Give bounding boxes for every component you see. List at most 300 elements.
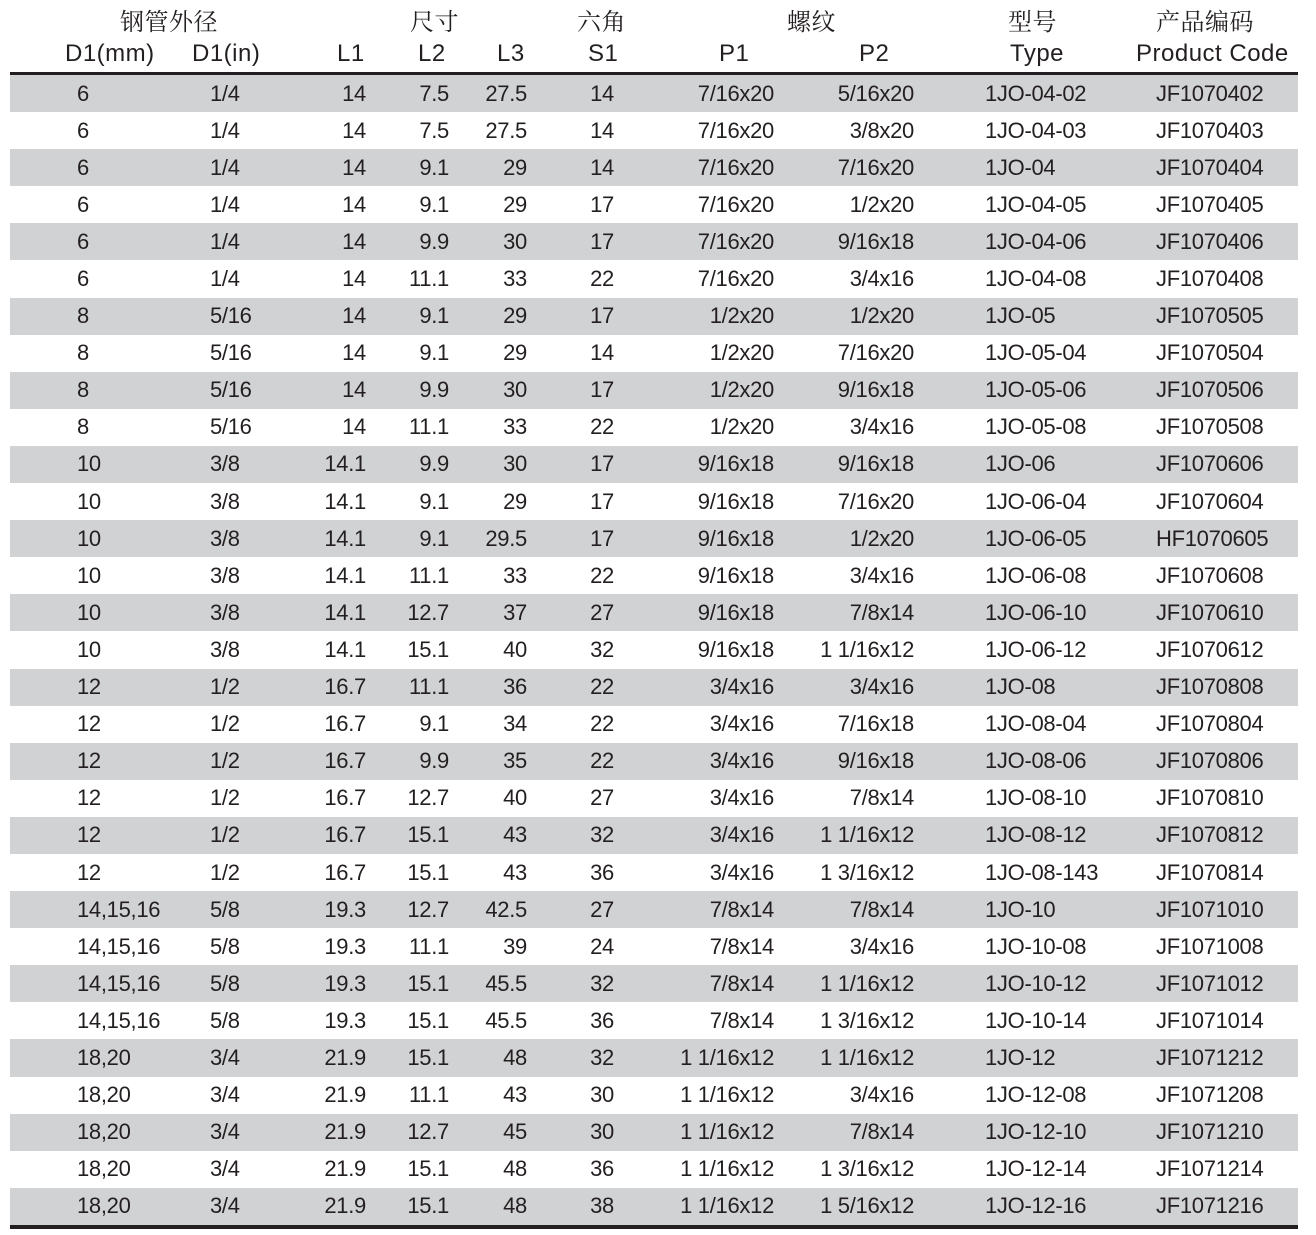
- table-row: [10, 780, 1298, 817]
- cell-s1: 22: [590, 674, 614, 700]
- cell-l2: 12.7: [407, 896, 449, 922]
- cell-d1-mm: 14,15,16: [77, 896, 161, 922]
- cell-l2: 15.1: [407, 1044, 449, 1070]
- cell-l2: 11.1: [409, 933, 449, 959]
- cell-d1-mm: 8: [77, 377, 89, 403]
- cell-l1: 14: [342, 117, 366, 143]
- cell-s1: 27: [590, 896, 614, 922]
- cell-d1-mm: 10: [77, 636, 101, 662]
- cell-d1-in: 1/2: [210, 822, 240, 848]
- cell-l2: 15.1: [407, 1156, 449, 1182]
- table-row: [10, 409, 1298, 446]
- cell-p2: 1/2x20: [849, 191, 914, 217]
- cell-product-code: JF1071212: [1156, 1044, 1264, 1070]
- cell-p1: 7/8x14: [709, 970, 774, 996]
- cell-p2: 7/16x18: [837, 711, 914, 737]
- cell-l3: 30: [503, 451, 527, 477]
- cell-product-code: JF1070508: [1156, 414, 1264, 440]
- cell-d1-mm: 6: [77, 266, 89, 292]
- cell-p2: 7/8x14: [849, 785, 914, 811]
- cell-l1: 14: [342, 228, 366, 254]
- cell-l3: 35: [503, 748, 527, 774]
- cell-d1-in: 5/16: [210, 377, 252, 403]
- cell-l3: 27.5: [485, 80, 527, 106]
- cell-l2: 9.1: [419, 340, 449, 366]
- cell-d1-mm: 12: [77, 859, 101, 885]
- cell-d1-in: 3/4: [210, 1044, 240, 1070]
- cell-l2: 15.1: [407, 822, 449, 848]
- cell-d1-mm: 14,15,16: [77, 1007, 161, 1033]
- cell-p2: 3/4x16: [849, 933, 914, 959]
- cell-l3: 43: [503, 859, 527, 885]
- cell-l2: 7.5: [419, 117, 449, 143]
- table-row: [10, 520, 1298, 557]
- cell-d1-in: 5/16: [210, 340, 252, 366]
- cell-product-code: JF1070608: [1156, 562, 1264, 588]
- col-header-p2: P2: [859, 40, 890, 67]
- cell-d1-in: 1/2: [210, 674, 240, 700]
- cell-type: 1JO-05-04: [985, 340, 1087, 366]
- cell-p2: 9/16x18: [837, 228, 914, 254]
- cell-d1-mm: 18,20: [77, 1119, 131, 1145]
- cell-type: 1JO-04-08: [985, 266, 1087, 292]
- cell-d1-in: 5/8: [210, 970, 240, 996]
- col-header-d1-in: D1(in): [192, 40, 261, 67]
- cell-l1: 19.3: [324, 933, 366, 959]
- cell-d1-in: 1/2: [210, 859, 240, 885]
- cell-l1: 21.9: [324, 1119, 366, 1145]
- cell-l2: 15.1: [407, 970, 449, 996]
- cell-l3: 30: [503, 377, 527, 403]
- footer-rule: [10, 1225, 1298, 1229]
- cell-d1-in: 3/4: [210, 1082, 240, 1108]
- cell-p1: 9/16x18: [697, 488, 774, 514]
- cell-product-code: JF1070406: [1156, 228, 1264, 254]
- table-row: [10, 706, 1298, 743]
- group-header-size: 尺寸: [410, 9, 459, 36]
- table-row: [10, 817, 1298, 854]
- cell-type: 1JO-08: [985, 674, 1056, 700]
- group-header-steel-tube-od: 钢管外径: [120, 9, 218, 36]
- cell-d1-in: 5/16: [210, 414, 252, 440]
- cell-type: 1JO-05-06: [985, 377, 1087, 403]
- cell-type: 1JO-05-08: [985, 414, 1087, 440]
- cell-d1-in: 3/4: [210, 1193, 240, 1219]
- cell-type: 1JO-06-08: [985, 562, 1087, 588]
- cell-p1: 7/16x20: [697, 228, 774, 254]
- table-row: [10, 743, 1298, 780]
- table-row: [10, 631, 1298, 668]
- table-row: [10, 186, 1298, 223]
- cell-l2: 7.5: [419, 80, 449, 106]
- cell-l1: 14: [342, 414, 366, 440]
- cell-s1: 14: [590, 340, 614, 366]
- cell-l1: 14.1: [324, 599, 366, 625]
- cell-p1: 1/2x20: [709, 340, 774, 366]
- col-header-l2: L2: [418, 40, 446, 67]
- cell-p1: 7/16x20: [697, 117, 774, 143]
- cell-l3: 29: [503, 488, 527, 514]
- table-row: [10, 1002, 1298, 1039]
- cell-type: 1JO-08-12: [985, 822, 1087, 848]
- cell-l2: 12.7: [407, 599, 449, 625]
- cell-d1-mm: 8: [77, 340, 89, 366]
- cell-s1: 36: [590, 1007, 614, 1033]
- col-header-d1-mm: D1(mm): [65, 40, 155, 67]
- col-header-product-code: Product Code: [1136, 40, 1289, 67]
- cell-s1: 22: [590, 748, 614, 774]
- cell-p2: 9/16x18: [837, 748, 914, 774]
- cell-type: 1JO-10: [985, 896, 1056, 922]
- cell-l1: 21.9: [324, 1044, 366, 1070]
- cell-l3: 37: [503, 599, 527, 625]
- cell-d1-mm: 18,20: [77, 1156, 131, 1182]
- cell-p2: 7/16x20: [837, 340, 914, 366]
- cell-p2: 3/8x20: [849, 117, 914, 143]
- cell-l3: 29: [503, 340, 527, 366]
- cell-p1: 1/2x20: [709, 303, 774, 329]
- cell-product-code: JF1070606: [1156, 451, 1264, 477]
- cell-d1-in: 1/2: [210, 785, 240, 811]
- cell-l3: 36: [503, 674, 527, 700]
- cell-p1: 7/8x14: [709, 1007, 774, 1033]
- cell-d1-mm: 8: [77, 414, 89, 440]
- cell-l2: 11.1: [409, 266, 449, 292]
- cell-d1-in: 3/8: [210, 451, 240, 477]
- cell-type: 1JO-06: [985, 451, 1056, 477]
- cell-type: 1JO-06-12: [985, 636, 1087, 662]
- cell-p1: 9/16x18: [697, 636, 774, 662]
- cell-l3: 40: [503, 785, 527, 811]
- cell-l3: 45.5: [485, 970, 527, 996]
- cell-l1: 19.3: [324, 1007, 366, 1033]
- cell-d1-in: 1/4: [210, 266, 240, 292]
- cell-l2: 11.1: [409, 1082, 449, 1108]
- cell-d1-in: 3/8: [210, 562, 240, 588]
- cell-product-code: JF1070806: [1156, 748, 1264, 774]
- cell-l3: 29.5: [485, 525, 527, 551]
- group-header-thread: 螺纹: [787, 9, 836, 36]
- cell-d1-in: 1/2: [210, 748, 240, 774]
- cell-p1: 9/16x18: [697, 525, 774, 551]
- cell-l2: 9.9: [419, 228, 449, 254]
- cell-d1-mm: 8: [77, 303, 89, 329]
- cell-d1-mm: 12: [77, 785, 101, 811]
- cell-l2: 15.1: [407, 1007, 449, 1033]
- cell-product-code: JF1070804: [1156, 711, 1264, 737]
- cell-product-code: JF1070408: [1156, 266, 1264, 292]
- cell-l3: 48: [503, 1156, 527, 1182]
- cell-d1-in: 1/4: [210, 117, 240, 143]
- cell-p2: 1 1/16x12: [820, 1044, 914, 1070]
- cell-p2: 1 1/16x12: [820, 822, 914, 848]
- cell-type: 1JO-06-10: [985, 599, 1087, 625]
- cell-l1: 14: [342, 154, 366, 180]
- table-row: [10, 1188, 1298, 1225]
- cell-d1-in: 3/8: [210, 636, 240, 662]
- table-row: [10, 928, 1298, 965]
- cell-d1-in: 1/4: [210, 191, 240, 217]
- cell-l1: 14.1: [324, 636, 366, 662]
- cell-d1-mm: 18,20: [77, 1193, 131, 1219]
- cell-product-code: JF1070814: [1156, 859, 1264, 885]
- cell-type: 1JO-10-08: [985, 933, 1087, 959]
- cell-d1-in: 5/8: [210, 1007, 240, 1033]
- table-row: [10, 669, 1298, 706]
- cell-l1: 16.7: [324, 674, 366, 700]
- cell-l2: 11.1: [409, 674, 449, 700]
- cell-p2: 1/2x20: [849, 303, 914, 329]
- table-row: [10, 1039, 1298, 1076]
- col-header-l3: L3: [497, 40, 525, 67]
- cell-d1-mm: 6: [77, 228, 89, 254]
- cell-d1-mm: 10: [77, 562, 101, 588]
- cell-l2: 9.1: [419, 154, 449, 180]
- cell-product-code: JF1070505: [1156, 303, 1264, 329]
- cell-p2: 5/16x20: [837, 80, 914, 106]
- cell-product-code: HF1070605: [1156, 525, 1269, 551]
- cell-p1: 1/2x20: [709, 414, 774, 440]
- cell-product-code: JF1071214: [1156, 1156, 1264, 1182]
- table-row: [10, 260, 1298, 297]
- cell-d1-mm: 6: [77, 191, 89, 217]
- cell-product-code: JF1070810: [1156, 785, 1264, 811]
- cell-l1: 14: [342, 191, 366, 217]
- cell-product-code: JF1071216: [1156, 1193, 1264, 1219]
- cell-p2: 9/16x18: [837, 377, 914, 403]
- cell-p2: 3/4x16: [849, 674, 914, 700]
- cell-d1-in: 3/8: [210, 488, 240, 514]
- cell-s1: 22: [590, 414, 614, 440]
- cell-s1: 30: [590, 1119, 614, 1145]
- cell-p2: 1 1/16x12: [820, 636, 914, 662]
- cell-p1: 1 1/16x12: [680, 1119, 774, 1145]
- cell-d1-mm: 10: [77, 599, 101, 625]
- cell-p2: 1 5/16x12: [820, 1193, 914, 1219]
- cell-s1: 17: [590, 303, 614, 329]
- cell-l3: 40: [503, 636, 527, 662]
- cell-p1: 9/16x18: [697, 599, 774, 625]
- cell-d1-mm: 12: [77, 748, 101, 774]
- cell-product-code: JF1071010: [1156, 896, 1264, 922]
- table-row: [10, 335, 1298, 372]
- cell-type: 1JO-04-03: [985, 117, 1087, 143]
- cell-l3: 27.5: [485, 117, 527, 143]
- cell-s1: 22: [590, 266, 614, 292]
- cell-product-code: JF1070808: [1156, 674, 1264, 700]
- table-row: [10, 891, 1298, 928]
- cell-p2: 1 1/16x12: [820, 970, 914, 996]
- col-header-type: Type: [1010, 40, 1065, 67]
- cell-s1: 24: [590, 933, 614, 959]
- cell-l3: 33: [503, 414, 527, 440]
- cell-l3: 43: [503, 1082, 527, 1108]
- cell-product-code: JF1070506: [1156, 377, 1264, 403]
- cell-type: 1JO-04-05: [985, 191, 1087, 217]
- cell-l1: 14.1: [324, 525, 366, 551]
- cell-product-code: JF1070612: [1156, 636, 1264, 662]
- cell-l3: 34: [503, 711, 527, 737]
- cell-d1-in: 1/4: [210, 80, 240, 106]
- cell-l1: 16.7: [324, 748, 366, 774]
- cell-d1-mm: 10: [77, 488, 101, 514]
- cell-l3: 43: [503, 822, 527, 848]
- table-row: [10, 372, 1298, 409]
- cell-p2: 3/4x16: [849, 414, 914, 440]
- cell-l1: 14.1: [324, 488, 366, 514]
- cell-d1-in: 3/8: [210, 525, 240, 551]
- table-row: [10, 1151, 1298, 1188]
- cell-l1: 14.1: [324, 562, 366, 588]
- table-row: [10, 854, 1298, 891]
- cell-s1: 32: [590, 970, 614, 996]
- cell-l1: 21.9: [324, 1156, 366, 1182]
- cell-type: 1JO-05: [985, 303, 1056, 329]
- cell-p2: 7/8x14: [849, 599, 914, 625]
- cell-l2: 9.1: [419, 488, 449, 514]
- group-header-model: 型号: [1008, 9, 1057, 36]
- table-row: [10, 965, 1298, 1002]
- cell-l3: 45: [503, 1119, 527, 1145]
- cell-l1: 19.3: [324, 896, 366, 922]
- cell-product-code: JF1071210: [1156, 1119, 1264, 1145]
- cell-product-code: JF1070610: [1156, 599, 1264, 625]
- cell-p1: 3/4x16: [709, 674, 774, 700]
- cell-type: 1JO-06-04: [985, 488, 1087, 514]
- cell-l3: 29: [503, 191, 527, 217]
- cell-type: 1JO-12-16: [985, 1193, 1087, 1219]
- table-row: [10, 75, 1298, 112]
- cell-d1-mm: 12: [77, 711, 101, 737]
- cell-product-code: JF1071208: [1156, 1082, 1264, 1108]
- cell-d1-in: 1/2: [210, 711, 240, 737]
- cell-type: 1JO-04-02: [985, 80, 1087, 106]
- cell-d1-in: 3/4: [210, 1156, 240, 1182]
- cell-p1: 7/8x14: [709, 933, 774, 959]
- cell-product-code: JF1070402: [1156, 80, 1264, 106]
- cell-d1-in: 3/4: [210, 1119, 240, 1145]
- cell-p2: 1 3/16x12: [820, 1156, 914, 1182]
- cell-d1-mm: 18,20: [77, 1082, 131, 1108]
- cell-s1: 17: [590, 228, 614, 254]
- cell-l1: 19.3: [324, 970, 366, 996]
- cell-p2: 1/2x20: [849, 525, 914, 551]
- cell-p1: 7/8x14: [709, 896, 774, 922]
- cell-s1: 14: [590, 117, 614, 143]
- cell-l3: 30: [503, 228, 527, 254]
- cell-l1: 16.7: [324, 859, 366, 885]
- cell-p1: 7/16x20: [697, 154, 774, 180]
- cell-p2: 3/4x16: [849, 266, 914, 292]
- cell-p2: 7/16x20: [837, 154, 914, 180]
- cell-type: 1JO-10-12: [985, 970, 1087, 996]
- cell-l3: 33: [503, 266, 527, 292]
- cell-l2: 12.7: [407, 785, 449, 811]
- cell-d1-mm: 6: [77, 80, 89, 106]
- cell-s1: 27: [590, 599, 614, 625]
- spec-table: [10, 0, 1298, 1219]
- group-header-product-code: 产品编码: [1156, 9, 1254, 36]
- cell-d1-mm: 10: [77, 525, 101, 551]
- cell-s1: 14: [590, 154, 614, 180]
- cell-d1-mm: 6: [77, 154, 89, 180]
- cell-s1: 36: [590, 1156, 614, 1182]
- cell-d1-mm: 10: [77, 451, 101, 477]
- cell-d1-mm: 6: [77, 117, 89, 143]
- col-header-l1: L1: [337, 40, 365, 67]
- cell-l3: 29: [503, 154, 527, 180]
- cell-product-code: JF1070403: [1156, 117, 1264, 143]
- cell-p1: 3/4x16: [709, 785, 774, 811]
- table-row: [10, 298, 1298, 335]
- cell-l1: 14: [342, 377, 366, 403]
- cell-p1: 7/16x20: [697, 191, 774, 217]
- cell-product-code: JF1071012: [1156, 970, 1264, 996]
- cell-d1-mm: 12: [77, 674, 101, 700]
- cell-p2: 3/4x16: [849, 1082, 914, 1108]
- cell-s1: 17: [590, 451, 614, 477]
- cell-p1: 1 1/16x12: [680, 1082, 774, 1108]
- cell-p1: 3/4x16: [709, 748, 774, 774]
- cell-l2: 11.1: [409, 562, 449, 588]
- cell-l1: 21.9: [324, 1082, 366, 1108]
- group-header-hex: 六角: [577, 9, 626, 36]
- cell-l2: 9.1: [419, 525, 449, 551]
- cell-l2: 15.1: [407, 859, 449, 885]
- cell-l1: 16.7: [324, 822, 366, 848]
- cell-d1-mm: 14,15,16: [77, 933, 161, 959]
- cell-type: 1JO-04: [985, 154, 1056, 180]
- cell-s1: 32: [590, 636, 614, 662]
- cell-p2: 9/16x18: [837, 451, 914, 477]
- cell-type: 1JO-12-10: [985, 1119, 1087, 1145]
- cell-p2: 7/16x20: [837, 488, 914, 514]
- col-header-s1: S1: [588, 40, 619, 67]
- cell-product-code: JF1071008: [1156, 933, 1264, 959]
- cell-l2: 15.1: [407, 636, 449, 662]
- cell-l2: 9.9: [419, 748, 449, 774]
- table-row: [10, 483, 1298, 520]
- cell-l1: 14: [342, 340, 366, 366]
- cell-product-code: JF1070812: [1156, 822, 1264, 848]
- cell-l3: 39: [503, 933, 527, 959]
- cell-l1: 14.1: [324, 451, 366, 477]
- cell-p2: 3/4x16: [849, 562, 914, 588]
- cell-d1-in: 3/8: [210, 599, 240, 625]
- table-row: [10, 149, 1298, 186]
- table-row: [10, 223, 1298, 260]
- cell-l3: 29: [503, 303, 527, 329]
- cell-p2: 7/8x14: [849, 1119, 914, 1145]
- cell-p2: 1 3/16x12: [820, 859, 914, 885]
- cell-l1: 14: [342, 80, 366, 106]
- table-row: [10, 1114, 1298, 1151]
- cell-l3: 45.5: [485, 1007, 527, 1033]
- cell-l3: 33: [503, 562, 527, 588]
- cell-d1-in: 1/4: [210, 154, 240, 180]
- cell-product-code: JF1071014: [1156, 1007, 1264, 1033]
- cell-p1: 1 1/16x12: [680, 1156, 774, 1182]
- table-row: [10, 594, 1298, 631]
- cell-l3: 48: [503, 1044, 527, 1070]
- cell-l2: 15.1: [407, 1193, 449, 1219]
- cell-type: 1JO-08-143: [985, 859, 1099, 885]
- cell-d1-in: 5/8: [210, 896, 240, 922]
- table-row: [10, 1077, 1298, 1114]
- cell-s1: 22: [590, 711, 614, 737]
- cell-l1: 16.7: [324, 711, 366, 737]
- cell-s1: 14: [590, 80, 614, 106]
